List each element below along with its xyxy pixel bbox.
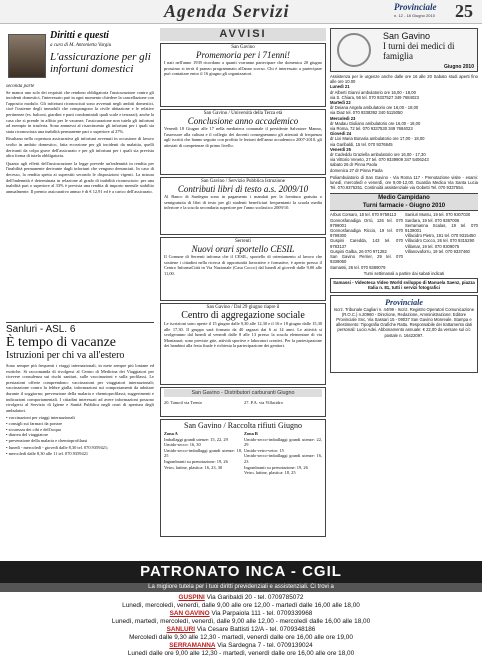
office-text: Lunedì, martedì, mercoledì, venerdì, dalle 9,00 alle 12,00 - mercoledì dalle 16,00 alle 18,00 <box>111 618 371 625</box>
fuel-box <box>160 387 326 417</box>
notice-title: Centro di aggregazione sociale <box>181 310 305 321</box>
fuel-entry: 20. Tamoil via Trento <box>164 400 202 405</box>
avvisi-header: AVVISI <box>160 28 326 41</box>
zone-b <box>244 431 322 476</box>
doctors-intro: Assistenza per le urgenze anche dalle ore 16 alle 20 Sabato studi aperti fino alle ore 10.00 <box>330 74 478 85</box>
colophon-logo: Provinciale <box>385 297 423 307</box>
waste-box <box>160 419 326 537</box>
list-item: • consigli sui farmaci da portare <box>6 420 63 426</box>
day-label: Lunedì 21 <box>330 84 350 90</box>
doctor-day <box>330 131 478 147</box>
fuel-entry: 27. P.A. via Villacidro <box>244 400 283 405</box>
notice-place: Serrenti <box>235 239 251 244</box>
pharmacy-col <box>330 212 403 269</box>
pharmacy-entry: Villanovaforru, 19 tel. 070 9337460 <box>405 248 470 254</box>
office-line <box>0 594 482 602</box>
newspaper-logo: Provinciale <box>394 2 437 12</box>
pharmacy-entry: Arbus Corsaro, 18 tel. 070 9759113 <box>330 212 397 218</box>
column-author: a cura di M. Antonietta Vargiu <box>50 43 112 48</box>
office-line <box>0 642 482 650</box>
zone-label: Zona A <box>164 431 178 436</box>
banner-subtitle: La migliore tutela per i tuoi diritti previdenziali e assistenziali. Ci trovi a <box>0 583 482 592</box>
author-photo <box>8 34 46 78</box>
divider <box>6 322 154 323</box>
office-line <box>0 626 482 634</box>
contact-line: • mercoledì dalle 8,30 alle 11 tel. 070.9359421 <box>6 450 89 456</box>
pharmacy-entry: Sanluri Muntu, 19 tel. 070 9307030 <box>405 212 471 218</box>
notice-body: Il Comune di Serrenti informa che il CESIL, sportello di orientamento al lavoro che sostiene i cittadini nella ricerca di opportunità lavorative e formative, è aperto presso il Centro InformaCittà in Via Nazionale (Casa Cocco) dal lunedì al giovedì dalle 9,00 alle 11,00. <box>164 254 322 276</box>
notice-title: Contributi libri di testo a.s. 2009/10 <box>177 184 309 194</box>
pharmacy-entry: Villacidro Cocco, 26 tel. 070 9315290 <box>405 238 475 244</box>
office-line <box>0 618 482 626</box>
notice-body: I nati nell'anno 1939 ricordano a quanti vorranno partecipare che domenica 20 giugno prossimo si terrà il pranzo programmato all'anno scorso. Chi è interessato a partecipare può contattare entro il 16 giugno gli organizzatori. <box>164 60 322 77</box>
doctor-row: dr Madau Giuliano ambulatorio ore 16,00 - 18,00 <box>330 120 421 126</box>
doctors-title-box <box>330 28 478 72</box>
office-city: SERRAMANNA <box>169 642 216 649</box>
insurance-article <box>6 84 154 320</box>
stethoscope-icon <box>337 33 371 67</box>
article-subtitle: Istruzioni per chi va all'estero <box>6 350 125 361</box>
pharmacy-col <box>405 212 478 269</box>
doctor-day <box>330 116 478 132</box>
day-label: Martedì 22 <box>330 100 351 106</box>
pharmacy-entry: Villacidro Pietro, 191 tel. 070 9315450 <box>405 233 476 239</box>
right-column <box>330 28 478 560</box>
doctor-row: via Garibaldi, 15 tel. 070 9376845 <box>330 141 393 147</box>
article-headline: È tempo di vacanze <box>6 335 117 350</box>
column-title: Diritti e questi <box>50 30 109 41</box>
notice-title: Promemoria per i 71enni! <box>196 50 290 60</box>
office-text: Via Garibaldi 20 - tel. 0709785072 <box>206 594 304 601</box>
notice-place: San Gavino / Università della Terza età <box>203 111 283 116</box>
zone-item: Ingombranti su prenotazione: 19, 26 <box>164 458 228 464</box>
services-list <box>6 415 154 443</box>
notice-box <box>160 43 326 107</box>
article-headline: L'assicurazione per gli infortuni domestici <box>50 51 151 75</box>
section-title: Agenda Servizi <box>164 1 290 21</box>
notice-box <box>160 237 326 301</box>
zone-item: Umido-secco-imballaggi grandi utenze: 16, 23 <box>244 453 322 464</box>
office-line <box>0 610 482 618</box>
colophon-text: Iscrz. Tribunale Cagliari n. 44/99 - Iscriz. Registro Operatori Comunicazione (R.O.C.) n.20960 - Direzione, Redazione, Amministrazione: Editore Provinciale Snc, Via Sassari 15 - 09037 San Gavino Monreale. Stampa e allestimento: Tipografia Grafiche Rattu. Responsabile dei trattamento dati personali: Lucio Adei. Abbonamento annuale: € 22,00 da versare sul c/c postale n. 16422097. <box>333 306 475 338</box>
doctor-row: dr Lixi Maria Bonaria ambulatorio ore 17,00 - 18,00 <box>330 136 425 142</box>
notice-body: Venerdì 18 Giugno alle 17 nella mediateca comunale il presidente Salvatore Manno, l'assessore alla cultura e il collegio dei docenti consegneranno gli attestati di frequenza agli iscritti che hanno seguito con profitto le lezioni dell'anno accademico 2007-2010, gli attestati di competenze di primo livello. <box>164 126 322 148</box>
box-title: I turni dei medici di famiglia <box>383 41 455 61</box>
pharmacy-entry: Sardara, 19 tel. 070 9387006 <box>405 217 460 223</box>
list-item: • diarrea del viaggiatore <box>6 432 49 438</box>
notice-title: Conclusione anno accademico <box>187 116 299 126</box>
pharmacy-entry: Guspini Caredda, 143 tel. 070 9783137 <box>330 238 403 249</box>
article-paragraph: Sono sempre più frequenti i viaggi internazionali, in mete sempre più lontane ed esotiche. Si raccomanda di rivolgersi al Centro di Medicina dei Viaggiatori per ricevere consulenza sui rischi sanitari, sulle vaccinazioni e sulla profilassi. Le prestazioni offerte comprendono: vaccinazioni per viaggiatori internazionali; vaccinazione contro la febbre gialla; informazioni sui comportamenti da adottare durante il soggiorno; prevenzione della malaria e chemioprofilassi; suggerimenti e indicazioni comportamentali. I cittadini interessati ad avere informazioni possono rivolgersi al Servizio di Igiene e Sanità Pubblica negli orari di apertura degli ambulatori. <box>6 363 154 413</box>
office-line <box>0 602 482 610</box>
pharmacy-entry: Gonnosfanadiga Orrù, 126 tel. 070 9799001 <box>330 217 403 228</box>
doctor-day <box>330 100 478 116</box>
office-city: SANLURI <box>166 626 196 633</box>
list-item: • sicurezza dei cibi e dell'acqua <box>6 426 61 432</box>
box-month: Giugno 2010 <box>443 64 474 70</box>
notice-place: San Gavino <box>231 45 255 50</box>
pharmacy-entry: San Gavino Perrier, 29 tel. 070 9339060 <box>330 254 403 265</box>
notice-body: Le iscrizioni sono aperte il 15 giugno dalle 9,30 alle 12,30 e il 16 e 18 giugno dalle 15,30 alle 17,30. Il gruppo sarà formato da 40 ragazzi dai 6 ai 14 anni. Le attività si svolgeranno dal lunedì al venerdì dalle 8 alle 13 presso la scuola elementare di via Montanari; sono previste gite, attività sportive e laboratori creativi. Per la partecipazione dei bambini alla festa finale è richiesta la partecipazione dei genitori. <box>164 321 322 349</box>
issue-date: n. 12 - 18 Giugno 2010 <box>394 13 435 18</box>
article-paragraph: Se manca uno solo dei requisiti che rendono obbligatoria l'assicurazione contro gli incidenti domestici, l'interessato può in ogni momento chiedere la cancellazione con l'apposito modulo. Gli infortuni riconosciuti sono avvenuti negli ambiti domestici, cioè l'insieme degli immobili che compongono la civile abitazione e le relative pertinenze (es. balconi, giardini e parti condominiali quali scale e terrazzi); anche la casa che si prende in affitto per le vacanze, l'assicurazione non tutela gli infortuni ad esempio in trasferta. Sono ammessi al risarcimento gli infortuni per i quali sia stata riconosciuta una inabilità permanente pari o superiore al 27%. <box>6 89 154 134</box>
office-line <box>0 650 482 657</box>
sanluri-article <box>6 324 154 558</box>
contact-line: • Iunedì - mercoledì - giovedì dalle 8,30 tel. 070.9359421; <box>6 445 109 451</box>
pharmacy-list <box>330 212 478 269</box>
pharmacy-area: Medio Campidano <box>378 195 430 202</box>
day-label: Venerdì 25 <box>330 146 351 152</box>
article-kicker: seconda parte <box>6 84 35 89</box>
office-text: Lunedì dalle ore 9,00 alle 12,30 - martedì, venerdì dalle ore 16,00 alle ore 18,00 <box>127 650 355 657</box>
zone-item: Umido-secco: 16, 30 <box>164 442 201 448</box>
zone-item: Umido-secco-imballaggi grandi utenze: 18, 25 <box>164 447 242 459</box>
middle-column <box>160 28 326 560</box>
list-item: • vaccinazioni per viaggi internazionali <box>6 415 75 421</box>
article-paragraph: Risultano nella copertura assicurativa gli infortuni avvenuti in occasione di lavoro svolto in ambito domestico, fatta eccezione per gli incidenti da malattia, quelli derivanti da colpa grave dell'assicurato e per gli infortuni per i quali sia prevista altra forma di tutela obbligatoria. <box>6 136 154 159</box>
notice-title: Nuovi orari sportello CESIL <box>191 244 295 254</box>
day-label: Mercoledì 23 <box>330 115 356 121</box>
office-text: Lunedì, mercoledì, venerdì, dalle 9,00 alle ore 12,00 - martedì dalle 16,00 alle 18,00 <box>122 602 360 609</box>
weekend-row: domenica 27 dr Pinna Paola <box>330 167 383 173</box>
zone-a <box>164 431 242 476</box>
zone-item: Vetro, lattine, plastica: 16, 23, 30 <box>164 464 223 470</box>
notice-box <box>160 109 326 175</box>
pharmacy-entry: Guspini Galba, 26 070 971282 <box>330 248 387 254</box>
office-text: Via Cesare Battisti 12/A - tel. 0709348186 <box>196 626 316 633</box>
pharmacy-entry: Samassi, 26 tel. 070 9389079 <box>330 264 386 270</box>
day-label: Giovedì 24 <box>330 131 352 137</box>
contacts <box>6 445 154 456</box>
doctor-day <box>330 147 478 163</box>
pharmacy-note: Turni settimanali a partire dai sabati indicati <box>363 270 445 276</box>
article-place: Sanluri - ASL. 6 <box>6 324 76 335</box>
office-text: Via Sardegna 7 - tel. 0709139024 <box>217 642 313 649</box>
fuel-title: San Gavino - Distributori carburanti Giugno <box>164 389 322 397</box>
pharmacy-header <box>330 193 478 211</box>
pharmacy-title: Turni farmacie - Giugno 2010 <box>362 203 446 210</box>
waste-zones <box>164 431 322 476</box>
office-line <box>0 634 482 642</box>
doctor-row: via Diaz tel. 070 9338392 340 5115050 <box>330 110 403 116</box>
zone-item: Vetro, lattine, plastica: 18, 25 <box>244 470 296 476</box>
fuel-list <box>164 400 322 406</box>
doctor-day <box>330 84 478 100</box>
left-column <box>50 30 154 80</box>
videoteca-ad: Samassi - Videoteca Video World sviluppo di Manuela Saenz, piazza Italia n. 81, tutti i servizi fotografici <box>330 278 478 293</box>
colophon-box <box>330 295 478 373</box>
zone-item: Imballaggi grandi utenze: 15, 22, 29 <box>164 436 228 442</box>
doctor-row: via Roma, 72 tel. 070 9337530 349 7684023 <box>330 126 413 132</box>
office-city: GUSPINI <box>178 594 205 601</box>
weekend-row: sabato 26 dr Pinna Paola <box>330 162 378 168</box>
article-paragraph: Quanto agli effetti dell'assicurazione la legge prevede un'indennità in rendita per l'inabilità permanente derivante dagli infortuni che vengono denunciati. In caso di decesso, la rendita spetta ai superstiti secondo le disposizioni vigenti. La misura dell'indennità è determinata in relazione al grado di inabilità riconosciuto: per una inabilità pari o superiore al 33% è prevista una rendita di importo mensile stabilito annualmente. Il premio assicurativo annuo è di € 12,91 ed è a carico dell'assicurato. <box>6 160 154 194</box>
doctor-row: via Vittorio Veneto, 27 tel. 070 9339909 347 5406243 <box>330 157 429 163</box>
notice-box <box>160 303 326 385</box>
notice-body: Al Banco di Sardegna sono in pagamento i mandati per la fornitura gratuita o semigratuita di libri di testo per gli studenti beneficiari frequentanti la scuola media inferiore e la scuola secondaria superiore per l'anno scolastico 2009/10. <box>164 194 322 211</box>
office-city: SAN GAVINO <box>169 610 210 617</box>
doctor-row: via S. Chiara, 56 tel. 070 9337527 349 7684023 <box>330 94 419 100</box>
office-text: Mercoledì dalle 9,30 alle 12,30 - martedì, venerdì dalle ore 16,00 alle ore 19,00 <box>129 634 353 641</box>
doctors-list <box>330 84 478 172</box>
notice-box <box>160 177 326 235</box>
office-text: Via Parpaiola 111 - tel. 0709339968 <box>211 610 313 617</box>
pharmacy-entry: Gonnosfanadiga Riccio, 19 tel. 070 9799300 <box>330 228 403 239</box>
notice-place: San Gavino / Servizio Pubblica Istruzione <box>200 179 285 184</box>
pharmacy-entry: Villamar, 19 tel. 070 9309075 <box>405 243 460 249</box>
doctor-row: dr Alberti Gianni ambulatorio ore 16,00 - 18,00 <box>330 89 416 95</box>
list-item: • prevenzione della malaria e chemioprofilassi <box>6 437 88 443</box>
zone-label: Zona B <box>244 431 258 436</box>
page-header <box>0 0 482 24</box>
pharmacy-entry: Serramanna Scalas, 19 tel. 070 9139001 <box>405 222 478 234</box>
page-number: 25 <box>455 1 473 21</box>
zone-item: Umido-vetro-vetro: 15 <box>244 447 284 453</box>
doctor-row: dr Deiana Angela ambulatorio ore 16,00 - 18,00 <box>330 105 419 111</box>
banner-offices <box>0 594 482 657</box>
patronato-banner <box>0 561 482 657</box>
zone-item: Ingombranti su prenotazione: 19, 26 <box>244 464 308 470</box>
doctor-row: dr Cadeddu Graziella ambulatorio ore 16,00 - 17,30 <box>330 152 426 158</box>
zone-item: Umido-secco-imballaggi grandi utenze: 22, 29 <box>244 436 322 448</box>
waste-title: San Gavino / Raccolta rifiuti Giugno <box>184 421 302 430</box>
banner-title: PATRONATO INCA - CGIL <box>0 561 482 583</box>
health-services-info: Poliambulatorio di San Gavino - Via Roma 117 - Prenotazione visite - esami: lunedì, mercoledì e venerdì, ore 9,00-12,00. Guardia Medica Via Santa Lucia Tel. 070.9375251. Continuità assistenziale via Gobetti Tel. 070 9337554. <box>330 174 478 191</box>
box-place: San Gavino <box>383 31 431 41</box>
notice-place: San Gavino / Dal 29 giugno riapre il <box>206 305 280 310</box>
